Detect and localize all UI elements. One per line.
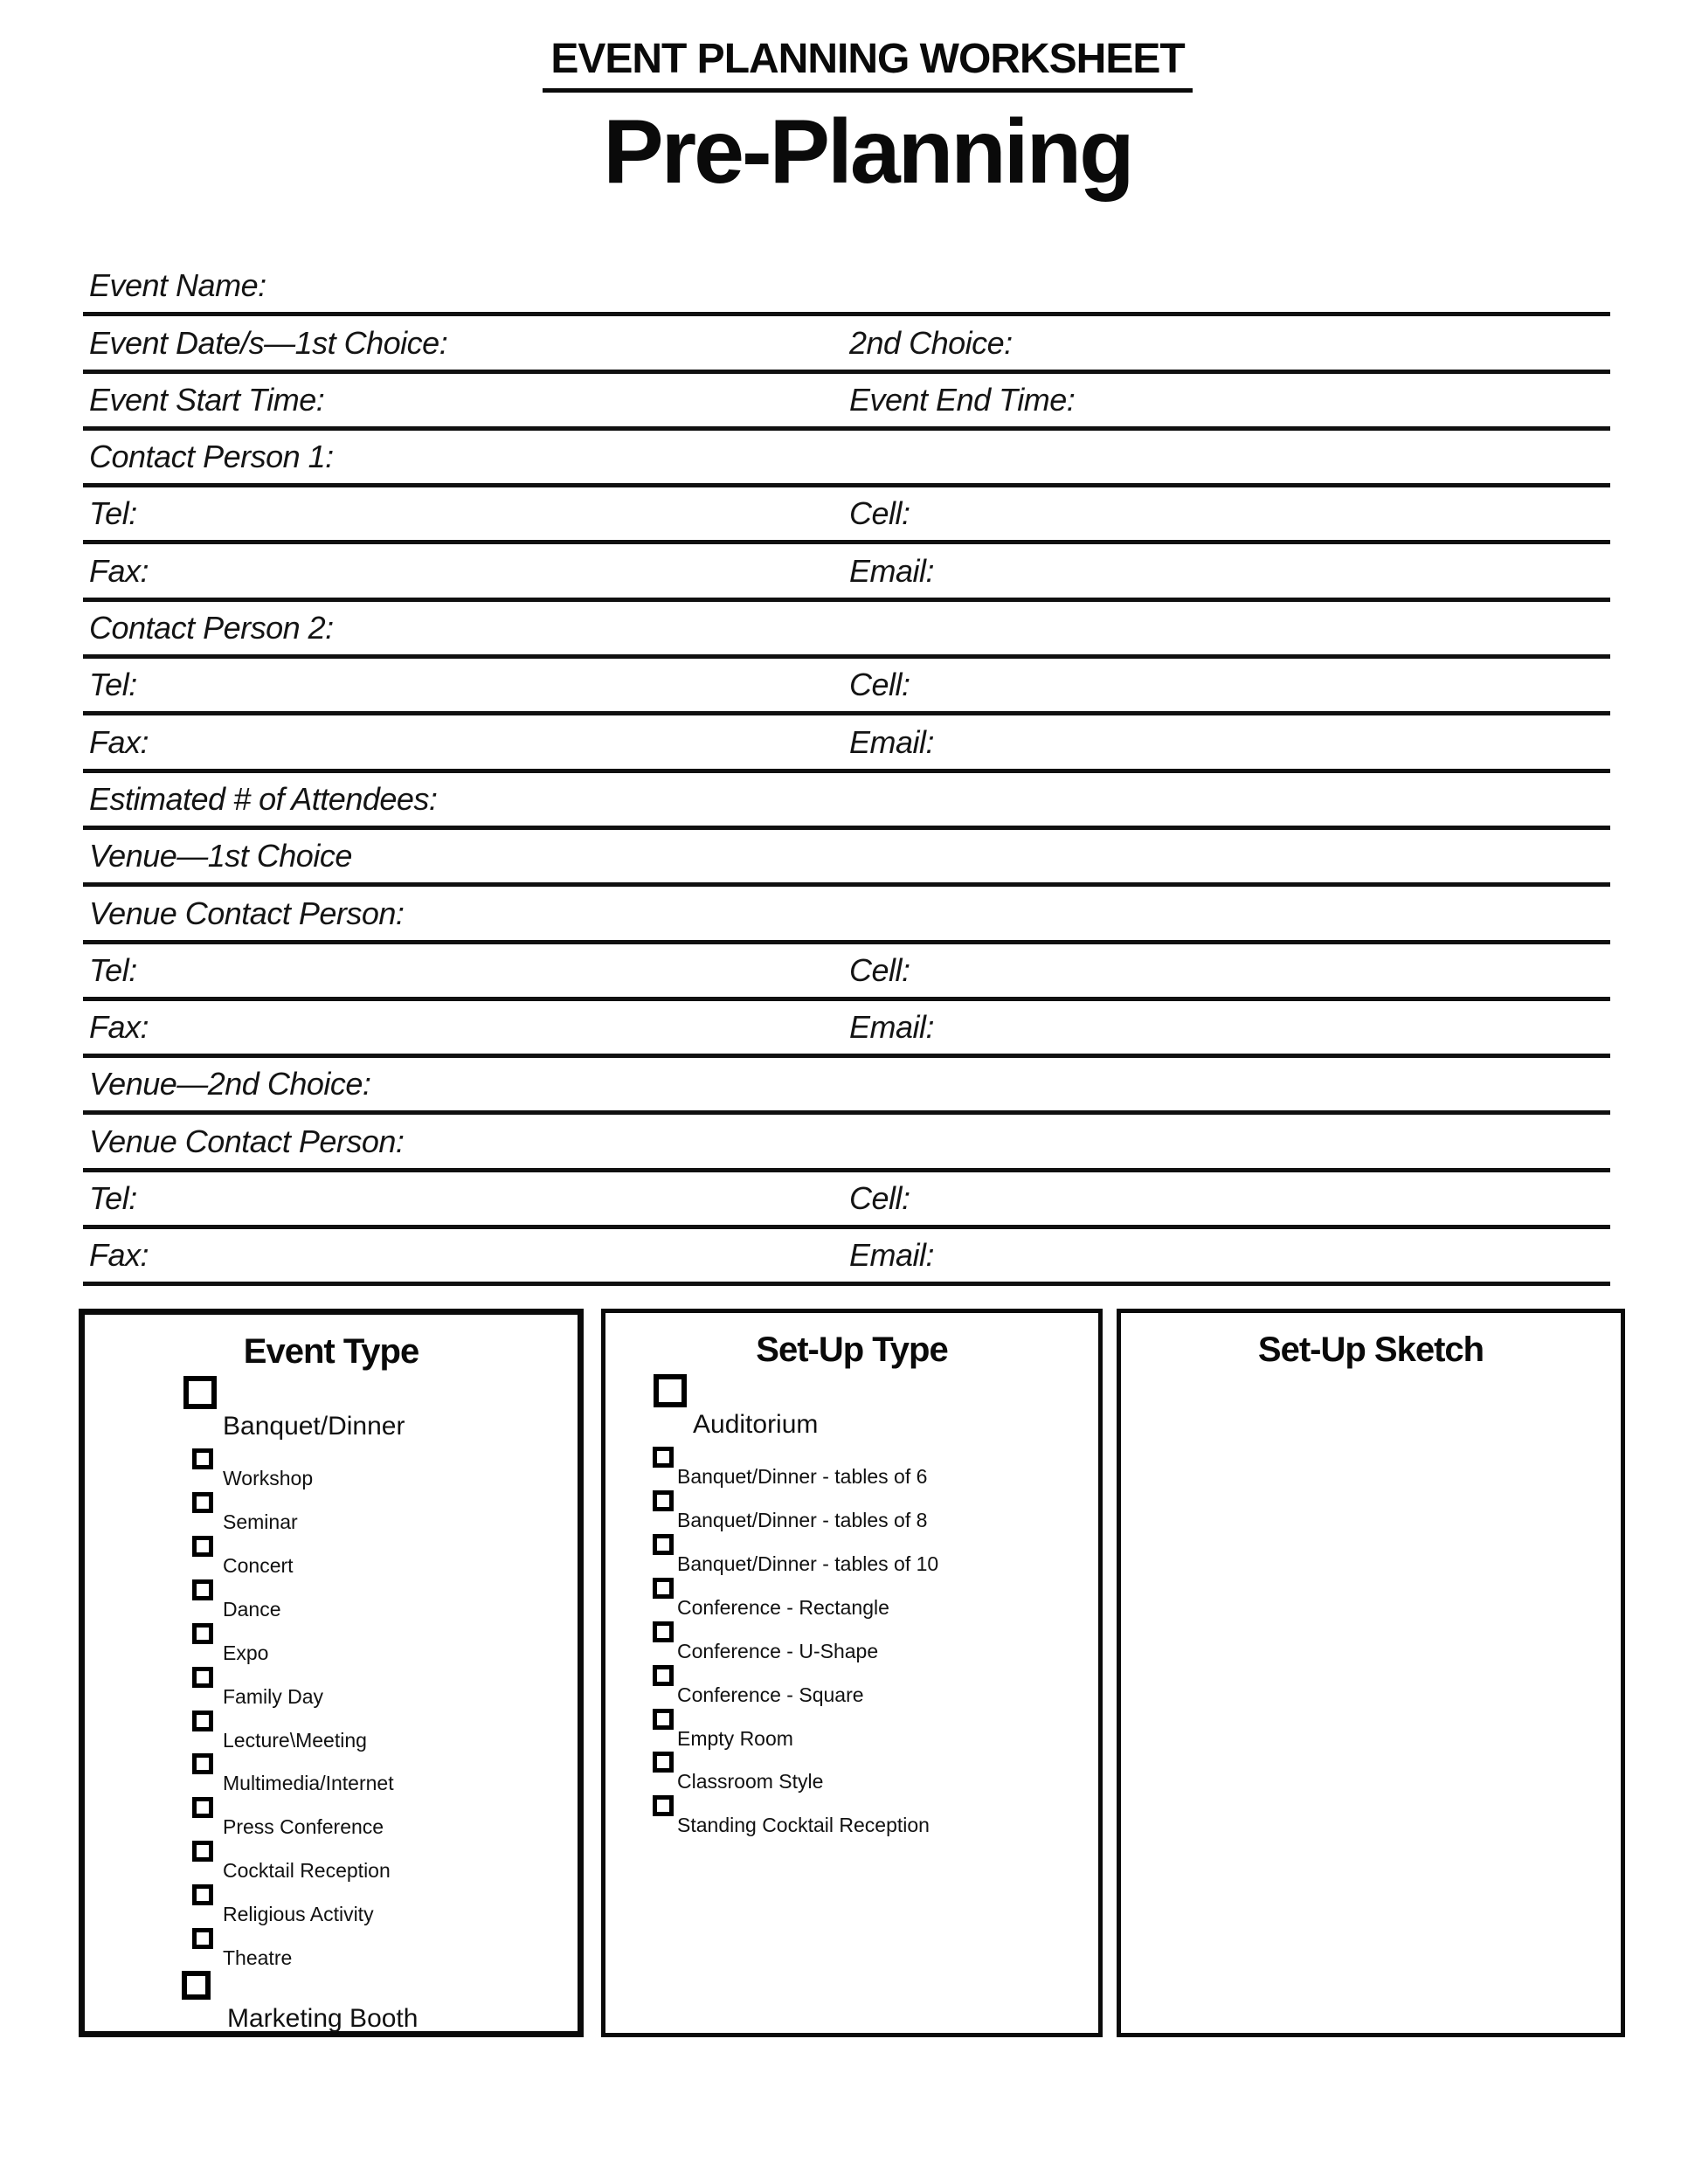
pre-planning-form [83, 259, 1610, 1286]
checkbox-icon[interactable] [192, 1492, 213, 1513]
heading [431, 35, 1304, 203]
worksheet-title: EVENT PLANNING WORKSHEET [543, 35, 1192, 93]
checklist-item-cocktail-reception[interactable] [192, 1841, 391, 1883]
checklist-item-empty-room[interactable] [653, 1709, 793, 1751]
field-label: Email: [849, 552, 935, 589]
checkbox-label: Press Conference [223, 1815, 384, 1838]
checkbox-label: Conference - Square [677, 1683, 864, 1706]
checklist-item-seminar[interactable] [192, 1492, 298, 1534]
row-tel-cell-3[interactable] [83, 944, 1610, 1001]
field-label: Event Date/s—1st Choice: [89, 324, 448, 361]
field-label: Venue Contact Person: [89, 1123, 405, 1159]
field-label: Tel: [89, 667, 137, 703]
checklist-item-conference-rectangle[interactable] [653, 1578, 889, 1620]
checklist-item-banquet-tables-8[interactable] [653, 1490, 927, 1532]
checklist-item-workshop[interactable] [192, 1448, 313, 1490]
checkbox-label: Family Day [223, 1685, 324, 1708]
checkbox-label: Banquet/Dinner - tables of 6 [677, 1465, 928, 1488]
checkbox-label: Standing Cocktail Reception [677, 1814, 930, 1836]
setup-type-box [601, 1309, 1103, 2037]
event-type-title: Event Type [243, 1332, 419, 1371]
checkbox-label: Cocktail Reception [223, 1859, 391, 1882]
row-venue-contact-2[interactable] [83, 1115, 1610, 1171]
field-label: Fax: [89, 1009, 149, 1046]
checkbox-label: Classroom Style [677, 1770, 824, 1793]
checkbox-label: Dance [223, 1598, 281, 1621]
field-label: Cell: [849, 951, 910, 988]
setup-sketch-title: Set-Up Sketch [1257, 1330, 1484, 1369]
field-label: Venue Contact Person: [89, 895, 405, 931]
checklist-item-press-conference[interactable] [192, 1797, 384, 1839]
field-label: Contact Person 2: [89, 610, 334, 646]
checklist-item-standing-cocktail[interactable] [653, 1795, 930, 1837]
row-tel-cell-4[interactable] [83, 1172, 1610, 1229]
checkbox-icon[interactable] [192, 1579, 213, 1600]
checkbox-icon[interactable] [653, 1578, 674, 1599]
field-label: Venue—2nd Choice: [89, 1066, 371, 1102]
checklist-item-auditorium[interactable] [654, 1374, 818, 1440]
row-fax-email-1[interactable] [83, 544, 1610, 601]
checklist-item-conference-u-shape[interactable] [653, 1621, 878, 1663]
field-label: Event Name: [89, 267, 266, 304]
checkbox-icon[interactable] [653, 1621, 674, 1642]
row-event-time[interactable] [83, 374, 1610, 431]
checkbox-icon[interactable] [654, 1374, 687, 1407]
checkbox-label: Conference - U-Shape [677, 1640, 879, 1662]
checkbox-label: Banquet/Dinner - tables of 10 [677, 1552, 939, 1575]
checkbox-icon[interactable] [182, 1971, 211, 2000]
field-label: 2nd Choice: [849, 324, 1013, 361]
checkbox-icon[interactable] [192, 1753, 213, 1774]
row-attendees[interactable] [83, 773, 1610, 830]
field-label: Cell: [849, 667, 910, 703]
checkbox-label: Workshop [223, 1467, 314, 1489]
row-tel-cell-2[interactable] [83, 659, 1610, 715]
checkbox-label: Banquet/Dinner - tables of 8 [677, 1509, 928, 1531]
checkbox-icon[interactable] [653, 1752, 674, 1773]
field-label: Tel: [89, 1180, 137, 1217]
checkbox-label: Expo [223, 1641, 269, 1664]
field-label: Estimated # of Attendees: [89, 780, 438, 817]
checkbox-label: Seminar [223, 1510, 298, 1533]
checkbox-icon[interactable] [192, 1928, 213, 1949]
event-type-box [79, 1309, 584, 2037]
checkbox-label: Empty Room [677, 1727, 793, 1750]
row-tel-cell-1[interactable] [83, 487, 1610, 544]
checkbox-label: Theatre [223, 1946, 293, 1969]
checkbox-icon[interactable] [653, 1709, 674, 1730]
checklist-item-concert[interactable] [192, 1536, 294, 1578]
row-fax-email-2[interactable] [83, 715, 1610, 772]
checklist-item-banquet-tables-6[interactable] [653, 1447, 927, 1489]
row-event-date[interactable] [83, 316, 1610, 373]
checkbox-icon[interactable] [653, 1447, 674, 1468]
field-label: Email: [849, 723, 935, 760]
checklist-item-multimedia[interactable] [192, 1753, 394, 1795]
field-label: Cell: [849, 495, 910, 532]
row-venue-contact-1[interactable] [83, 887, 1610, 943]
checklist-item-marketing-booth[interactable] [182, 1971, 418, 2034]
checkbox-label: Auditorium [693, 1410, 819, 1439]
field-label: Tel: [89, 951, 137, 988]
checklist-item-family-day[interactable] [192, 1667, 323, 1709]
setup-type-title: Set-Up Type [756, 1330, 948, 1369]
setup-sketch-box[interactable] [1117, 1309, 1625, 2037]
field-label: Event End Time: [849, 381, 1076, 418]
checkbox-icon[interactable] [192, 1536, 213, 1557]
checkbox-label: Religious Activity [223, 1903, 374, 1925]
checkbox-icon[interactable] [192, 1711, 213, 1731]
checklist-item-conference-square[interactable] [653, 1665, 864, 1707]
row-fax-email-4[interactable] [83, 1229, 1610, 1286]
checklist-item-banquet-dinner[interactable] [183, 1376, 405, 1441]
checkbox-icon[interactable] [653, 1795, 674, 1816]
checkbox-icon[interactable] [192, 1797, 213, 1818]
checklist-item-theatre[interactable] [192, 1928, 292, 1970]
checkbox-icon[interactable] [653, 1534, 674, 1555]
checkbox-icon[interactable] [192, 1623, 213, 1644]
checklist-item-classroom-style[interactable] [653, 1752, 823, 1794]
field-label: Venue—1st Choice [89, 838, 352, 874]
checkbox-label: Lecture\Meeting [223, 1729, 367, 1752]
row-contact-person-1[interactable] [83, 431, 1610, 487]
field-label: Cell: [849, 1180, 910, 1217]
checkbox-icon[interactable] [192, 1667, 213, 1688]
row-venue-2nd-choice[interactable] [83, 1058, 1610, 1115]
checklist-item-lecture-meeting[interactable] [192, 1711, 367, 1752]
row-event-name[interactable] [83, 259, 1610, 316]
checkbox-icon[interactable] [192, 1884, 213, 1905]
checkbox-label: Marketing Booth [227, 2004, 419, 2033]
checkbox-icon[interactable] [653, 1665, 674, 1686]
checkbox-icon[interactable] [192, 1841, 213, 1862]
checklist-item-expo[interactable] [192, 1623, 268, 1665]
checkbox-label: Banquet/Dinner [223, 1412, 405, 1441]
field-label: Contact Person 1: [89, 439, 334, 475]
checkbox-icon[interactable] [653, 1490, 674, 1511]
checklist-item-dance[interactable] [192, 1579, 280, 1621]
row-venue-1st-choice[interactable] [83, 830, 1610, 887]
field-label: Fax: [89, 552, 149, 589]
page-title: Pre-Planning [603, 101, 1132, 203]
row-contact-person-2[interactable] [83, 602, 1610, 659]
row-fax-email-3[interactable] [83, 1001, 1610, 1058]
checkbox-icon[interactable] [192, 1448, 213, 1469]
field-label: Fax: [89, 1237, 149, 1274]
checkbox-label: Concert [223, 1554, 294, 1577]
checkbox-label: Conference - Rectangle [677, 1596, 889, 1619]
field-label: Email: [849, 1009, 935, 1046]
field-label: Tel: [89, 495, 137, 532]
checkbox-icon[interactable] [183, 1376, 217, 1409]
checklist-item-religious-activity[interactable] [192, 1884, 374, 1926]
checklist-item-banquet-tables-10[interactable] [653, 1534, 938, 1576]
field-label: Event Start Time: [89, 381, 325, 418]
checkbox-label: Multimedia/Internet [223, 1772, 394, 1794]
field-label: Fax: [89, 723, 149, 760]
field-label: Email: [849, 1237, 935, 1274]
